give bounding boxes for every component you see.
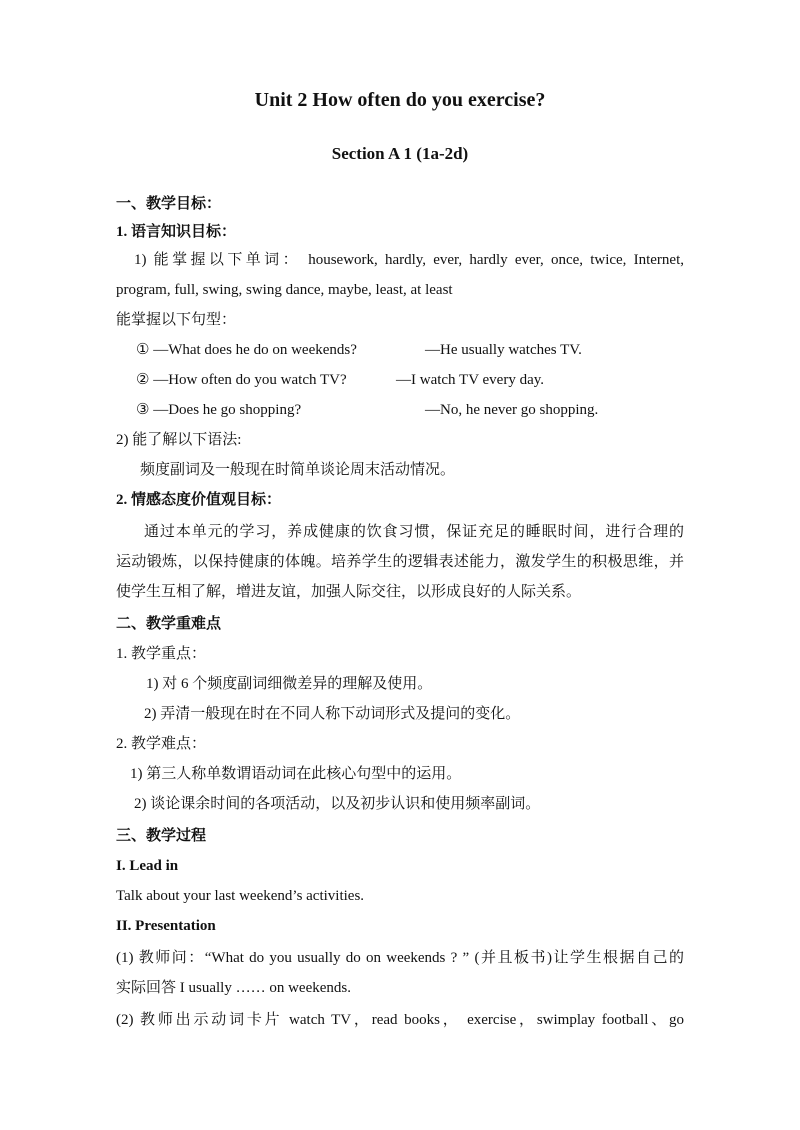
presentation-heading: II. Presentation — [116, 918, 216, 934]
unit-title: Unit 2 How often do you exercise? — [254, 89, 546, 111]
emotion-line-1: 通过本单元的学习，养成健康的饮食习惯，保证充足的睡眠时间，进行合理的 — [144, 524, 684, 540]
difficult-point-1: 1) 第三人称单数谓语动词在此核心句型中的运用。 — [130, 766, 462, 782]
section2-heading: 二、教学重难点 — [116, 616, 222, 632]
sentences-intro: 能掌握以下句型： — [116, 312, 237, 328]
sentence-1-question: ① —What does he do on weekends? — [136, 342, 357, 358]
key-point-1: 1) 对 6 个频度副词细微差异的理解及使用。 — [146, 676, 433, 692]
presentation-item-1-line-1: (1) 教师问：“What do you usually do on weekends ? ” (并且板书)让学生根据自己的 — [116, 950, 684, 966]
key-points-heading: 1. 教学重点： — [116, 646, 207, 662]
emotion-line-3: 使学生互相了解，增进友谊，加强人际交往，以形成良好的人际关系。 — [116, 584, 582, 600]
lead-in-text: Talk about your last weekend’s activities. — [116, 888, 365, 904]
key-point-2: 2) 弄清一般现在时在不同人称下动词形式及提问的变化。 — [144, 706, 521, 722]
vocab-line-2: program, full, swing, swing dance, maybe, least, at least — [116, 282, 453, 298]
sentence-3-answer: —No, he never go shopping. — [425, 402, 599, 418]
presentation-item-1-line-2: 实际回答 I usually …… on weekends. — [116, 980, 351, 996]
emotion-line-2: 运动锻炼，以保持健康的体魄。培养学生的逻辑表述能力，激发学生的积极思维，并 — [116, 554, 684, 570]
grammar-intro: 2) 能了解以下语法: — [116, 432, 242, 448]
vocab-line-1: 1) 能掌握以下单词： housework, hardly, ever, hardly ever, once, twice, Internet, — [134, 252, 684, 268]
sentence-1-answer: —He usually watches TV. — [425, 342, 582, 358]
grammar-text: 频度副词及一般现在时简单谈论周末活动情况。 — [140, 462, 456, 478]
lead-in-heading: I. Lead in — [116, 858, 179, 874]
section1-heading: 一、教学目标： — [116, 196, 222, 212]
emotion-goals-heading: 2. 情感态度价值观目标： — [116, 492, 282, 508]
difficult-points-heading: 2. 教学难点： — [116, 736, 207, 752]
section3-heading: 三、教学过程 — [116, 828, 207, 844]
difficult-point-2: 2) 谈论课余时间的各项活动，以及初步认识和使用频率副词。 — [134, 796, 541, 812]
language-goals-heading: 1. 语言知识目标： — [116, 224, 237, 240]
sentence-2-question: ② —How often do you watch TV? — [136, 372, 347, 388]
presentation-item-2-line-1: (2) 教师出示动词卡片 watch TV，read books， exercise，swimplay football、go — [116, 1012, 684, 1028]
section-subtitle: Section A 1 (1a-2d) — [331, 144, 469, 163]
sentence-3-question: ③ —Does he go shopping? — [136, 402, 302, 418]
sentence-2-answer: —I watch TV every day. — [396, 372, 545, 388]
